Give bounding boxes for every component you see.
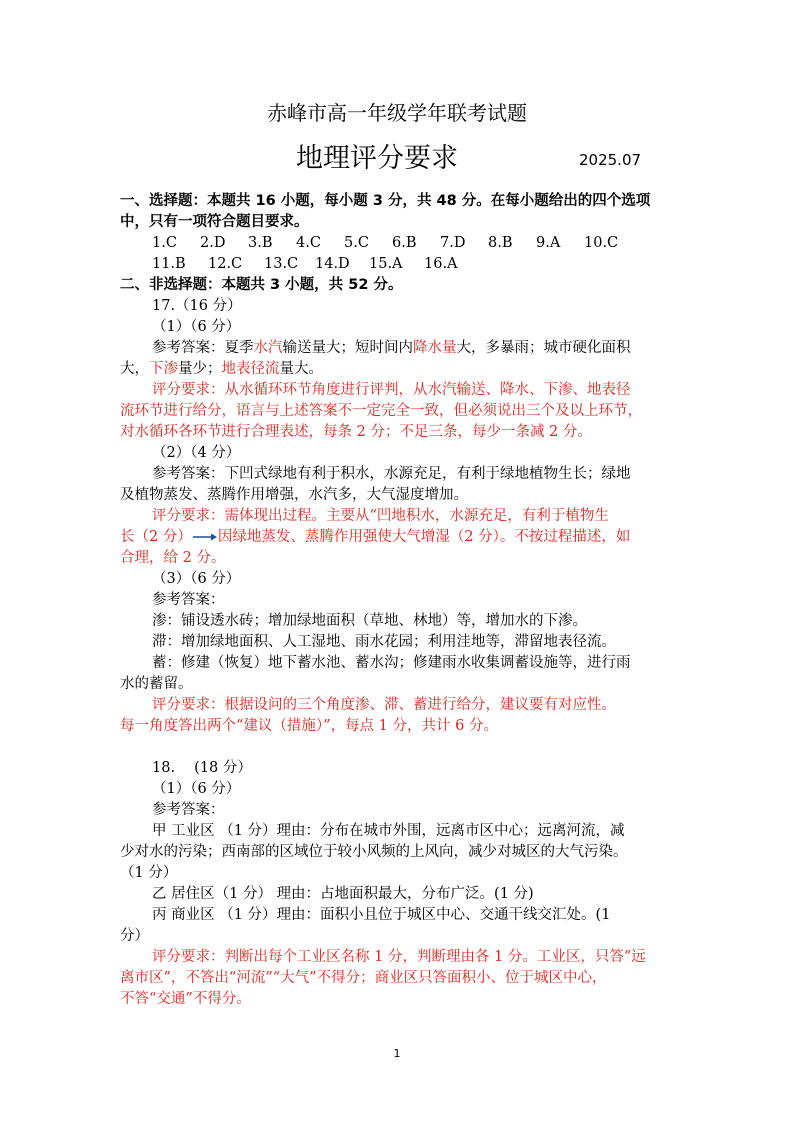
answer-item: 2.D [200, 235, 226, 251]
q17-p2-requirement-line3: 合理，给 2 分。 [120, 550, 226, 566]
q17-p1-label: （1）（6 分） [152, 319, 241, 335]
answer-item: 6.B [392, 235, 417, 251]
keyword: 下渗 [149, 361, 178, 377]
q17-p3-label: （3）（6 分） [152, 571, 241, 587]
doc-title: 地理评分要求 [296, 143, 458, 174]
q17-p3-answer-line2: 滞：增加绿地面积、人工湿地、雨水花园；利用洼地等，滞留地表径流。 [152, 634, 616, 650]
answer-item: 11.B [152, 256, 186, 272]
q18-p1-requirement-line3: 不答“交通”不得分。 [120, 991, 251, 1007]
keyword: 降水量 [413, 340, 457, 356]
q17-p1-requirement-line3: 对水循环各环节进行合理表述，每条 2 分；不足三条，每少一条减 2 分。 [120, 424, 592, 440]
q17-p3-answer-line4: 水的蓄留。 [120, 676, 193, 692]
q18-p1-answer-line6: 分） [120, 928, 149, 944]
text-run: 参考答案：夏季 [152, 340, 254, 356]
q17-p2-answer-line1: 参考答案：下凹式绿地有利于积水，水源充足，有利于绿地植物生长；绿地 [152, 466, 631, 482]
q17-p2-label: （2）（4 分） [152, 445, 241, 461]
section2-heading: 二、非选择题：本题共 3 小题，共 52 分。 [120, 277, 403, 293]
text-run: 长（2 分） [120, 529, 192, 545]
answer-item: 8.B [488, 235, 513, 251]
q18-p1-requirement-line2: 离市区”，不答出“河流”“大气”不得分；商业区只答面积小、位于城区中心， [120, 970, 607, 986]
q17-p3-answer-line3: 蓄：修建（恢复）地下蓄水池、蓄水沟；修建雨水收集调蓄设施等，进行雨 [152, 655, 631, 671]
q17-p3-answer-head: 参考答案： [152, 592, 225, 608]
q17-p2-answer-line2: 及植物蒸发、蒸腾作用增强，水汽多，大气湿度增加。 [120, 487, 468, 503]
answer-item: 15.A [369, 256, 403, 272]
q18-p1-answer-head: 参考答案： [152, 802, 225, 818]
answer-item: 1.C [152, 235, 177, 251]
q18-p1-answer-line5: 丙 商业区 （1 分）理由：面积小且位于城区中心、交通干线交汇处。(1 [152, 907, 611, 923]
answer-item: 9.A [536, 235, 561, 251]
section1-heading-line2: 中，只有一项符合题目要求。 [120, 214, 309, 230]
q17-p3-answer-line1: 渗：铺设透水砖；增加绿地面积（草地、林地）等，增加水的下渗。 [152, 613, 587, 629]
text-run: 量少； [178, 361, 222, 377]
q17-label: 17.（16 分） [152, 298, 242, 314]
answer-item: 16.A [424, 256, 458, 272]
answer-item: 3.B [248, 235, 273, 251]
q18-p1-answer-line4: 乙 居住区（1 分） 理由：占地面积最大，分布广泛。(1 分) [152, 886, 534, 902]
q18-p1-answer-line2: 少对水的污染；西南部的区域位于较小风频的上风向，减少对城区的大气污染。 [120, 844, 628, 860]
text-run: 量大。 [279, 361, 323, 377]
doc-date: 2025.07 [579, 151, 642, 169]
q18-label: 18. (18 分） [152, 760, 252, 776]
q18-p1-requirement-line1: 评分要求：判断出每个工业区名称 1 分，判断理由各 1 分。工业区，只答“远 [152, 949, 646, 965]
q18-p1-label: （1）（6 分） [152, 781, 241, 797]
q17-p2-requirement-line1: 评分要求：需体现出过程。主要从“凹地积水，水源充足，有利于植物生 [152, 508, 609, 524]
page-number: 1 [393, 1047, 401, 1060]
text-run: 因绿地蒸发、蒸腾作用强使大气增湿（2 分）。不按过程描述，如 [217, 529, 631, 545]
keyword: 水汽 [253, 340, 283, 356]
exam-title: 赤峰市高一年级学年联考试题 [267, 101, 527, 125]
q17-p2-requirement-line2 [120, 527, 630, 547]
q17-p3-requirement-line2: 每一角度答出两个“建议（措施）”，每点 1 分，共计 6 分。 [120, 718, 498, 734]
text-run: 输送量大；短时间内 [282, 340, 413, 356]
text-run: 大， [120, 361, 149, 377]
answer-item: 10.C [584, 235, 619, 251]
q17-p3-requirement-line1: 评分要求：根据设问的三个角度渗、滞、蓄进行给分，建议要有对应性。 [152, 697, 616, 713]
q17-p1-answer-line1 [152, 338, 631, 358]
q18-p1-answer-line1: 甲 工业区 （1 分）理由：分布在城市外围，远离市区中心；远离河流，减 [152, 823, 625, 839]
section1-heading-line1: 一、选择题：本题共 16 小题，每小题 3 分，共 48 分。在每小题给出的四个选项 [120, 193, 651, 209]
answer-item: 13.C [264, 256, 299, 272]
text-run: 大，多暴雨；城市硬化面积 [456, 340, 631, 356]
q17-p1-requirement-line2: 流环节进行给分，语言与上述答案不一定完全一致，但必须说出三个及以上环节， [120, 403, 642, 419]
answer-item: 14.D [315, 256, 350, 272]
right-arrow-icon [192, 529, 218, 545]
q17-p1-requirement-line1: 评分要求：从水循环环节角度进行评判，从水汽输送、降水、下渗、地表径 [152, 382, 631, 398]
keyword: 地表径流 [221, 361, 280, 377]
q17-p1-answer-line2 [120, 359, 323, 379]
answer-item: 12.C [208, 256, 243, 272]
q18-p1-answer-line3: （1 分） [120, 865, 178, 881]
answer-item: 7.D [440, 235, 466, 251]
answer-item: 5.C [344, 235, 369, 251]
answer-item: 4.C [296, 235, 321, 251]
